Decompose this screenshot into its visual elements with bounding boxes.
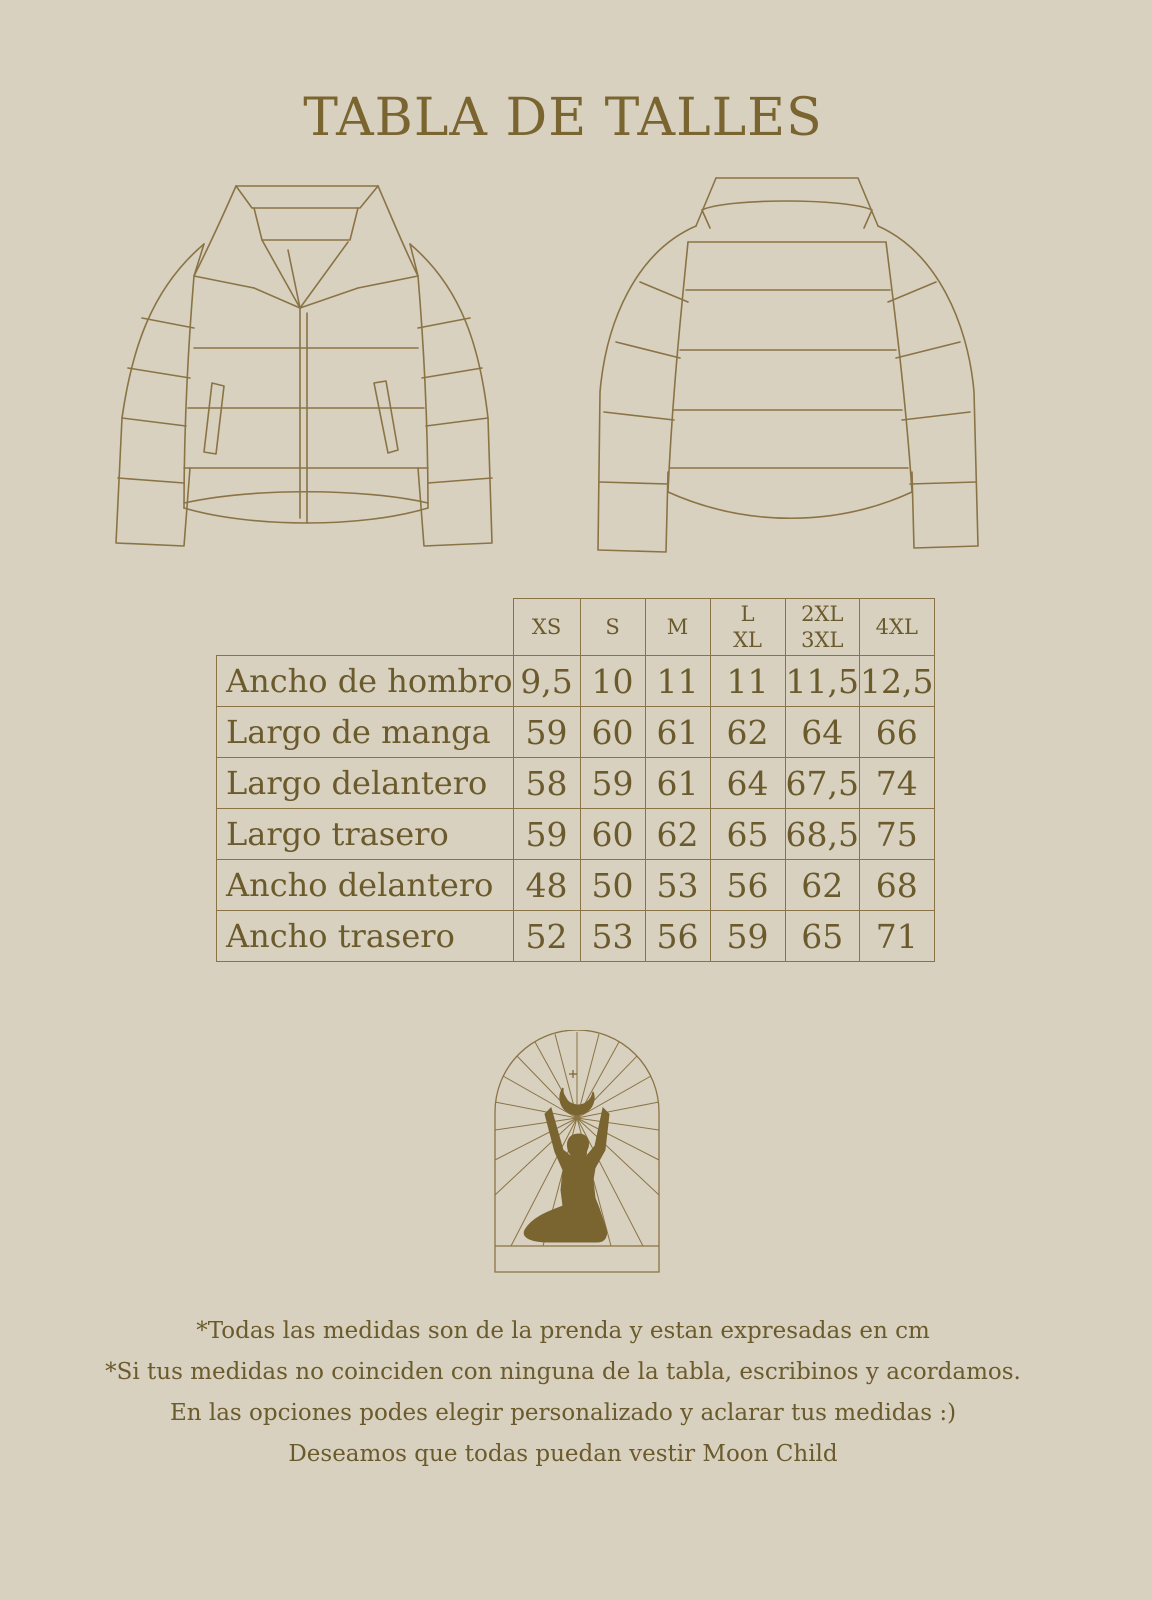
table-cell: 66 (860, 707, 934, 758)
size-header-m: M (645, 599, 710, 656)
table-cell: 59 (513, 809, 580, 860)
footnotes (0, 1318, 1126, 1482)
table-cell: 12,5 (860, 656, 934, 707)
table-cell: 68 (860, 860, 934, 911)
table-cell: 59 (513, 707, 580, 758)
table-cell: 59 (580, 758, 645, 809)
size-header-xs: XS (513, 599, 580, 656)
table-corner (217, 599, 514, 656)
table-row (217, 809, 935, 860)
table-cell: 11,5 (785, 656, 859, 707)
table-cell: 68,5 (785, 809, 859, 860)
row-label: Ancho delantero (217, 860, 514, 911)
table-row (217, 860, 935, 911)
footnote-custom-sizes: *Si tus medidas no coinciden con ninguna de la tabla, escribinos y acordamos. (105, 1359, 1021, 1385)
table-cell: 61 (645, 707, 710, 758)
table-cell: 67,5 (785, 758, 859, 809)
page-title: TABLA DE TALLES (303, 88, 823, 148)
row-label: Ancho de hombro (217, 656, 514, 707)
table-cell: 53 (580, 911, 645, 962)
row-label: Largo de manga (217, 707, 514, 758)
table-cell: 59 (710, 911, 785, 962)
table-row (217, 656, 935, 707)
table-cell: 62 (785, 860, 859, 911)
table-cell: 11 (645, 656, 710, 707)
table-cell: 60 (580, 707, 645, 758)
table-cell: 74 (860, 758, 934, 809)
size-header-4xl: 4XL (860, 599, 934, 656)
jacket-front-sketch-icon (112, 178, 502, 563)
row-label: Largo trasero (217, 809, 514, 860)
table-cell: 58 (513, 758, 580, 809)
table-cell: 65 (710, 809, 785, 860)
table-cell: 62 (710, 707, 785, 758)
table-cell: 62 (645, 809, 710, 860)
table-cell: 65 (785, 911, 859, 962)
size-header-l-xl: L XL (710, 599, 785, 656)
table-cell: 52 (513, 911, 580, 962)
jacket-back-sketch-icon (596, 172, 1001, 564)
table-cell: 71 (860, 911, 934, 962)
footnote-personalized: En las opciones podes elegir personalizado y aclarar tus medidas :) (169, 1400, 957, 1426)
size-header-s: S (580, 599, 645, 656)
table-cell: 10 (580, 656, 645, 707)
table-cell: 56 (710, 860, 785, 911)
table-row (217, 911, 935, 962)
table-cell: 75 (860, 809, 934, 860)
table-cell: 64 (710, 758, 785, 809)
table-cell: 60 (580, 809, 645, 860)
size-table (216, 598, 935, 962)
table-cell: 64 (785, 707, 859, 758)
footnote-measurements: *Todas las medidas son de la prenda y estan expresadas en cm (196, 1318, 930, 1344)
size-header-2xl-3xl: 2XL 3XL (785, 599, 859, 656)
table-cell: 48 (513, 860, 580, 911)
table-cell: 61 (645, 758, 710, 809)
footnote-tagline: Deseamos que todas puedan vestir Moon Child (288, 1441, 838, 1467)
table-row (217, 758, 935, 809)
row-label: Largo delantero (217, 758, 514, 809)
table-cell: 11 (710, 656, 785, 707)
moon-child-arch-logo-icon (493, 1030, 661, 1279)
table-cell: 53 (645, 860, 710, 911)
table-cell: 50 (580, 860, 645, 911)
table-cell: 9,5 (513, 656, 580, 707)
table-cell: 56 (645, 911, 710, 962)
table-row (217, 707, 935, 758)
table-header-row (217, 599, 935, 656)
row-label: Ancho trasero (217, 911, 514, 962)
